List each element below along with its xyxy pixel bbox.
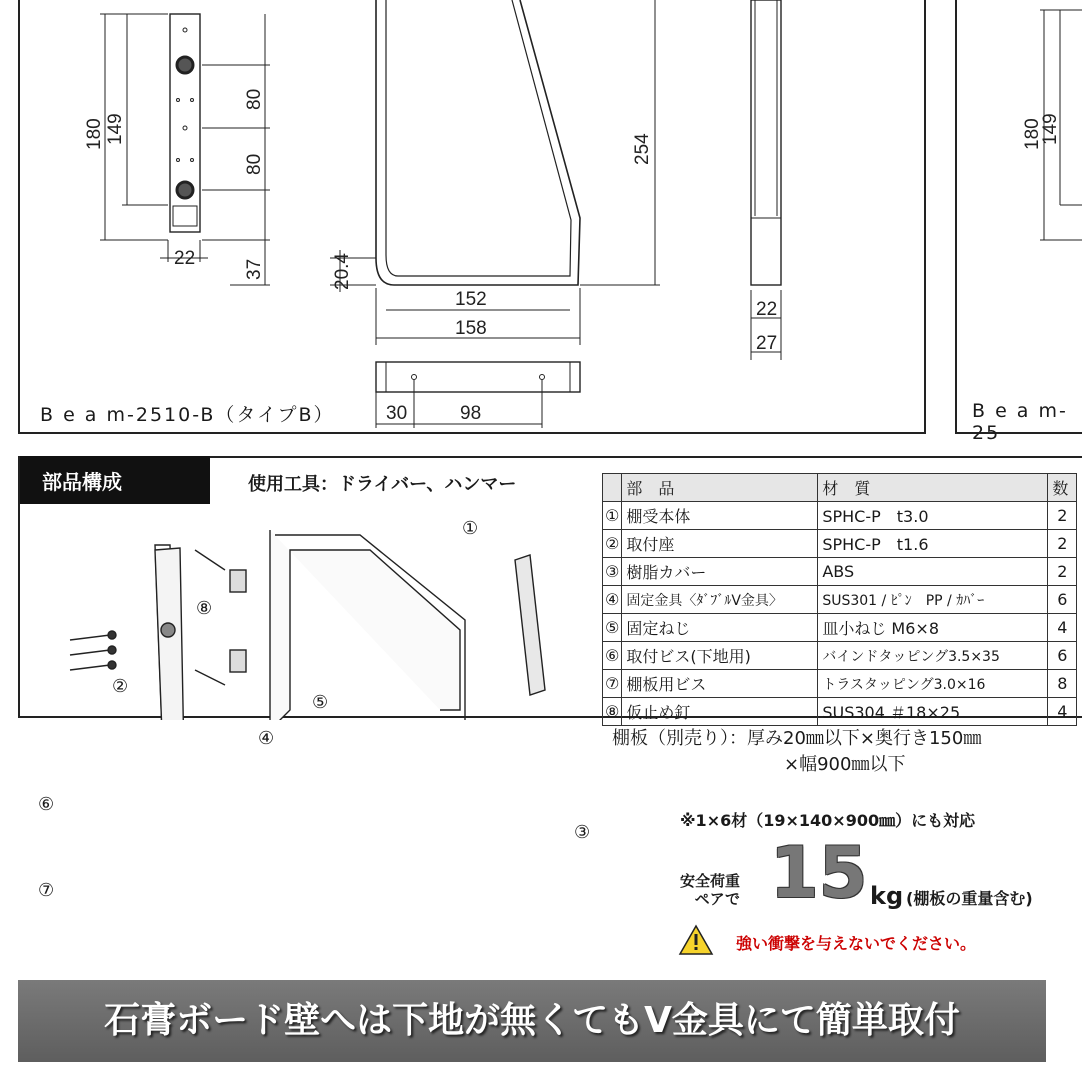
row-qty: 2 [1048, 530, 1077, 558]
table-row [603, 698, 1077, 726]
dim-180: 180 [84, 118, 105, 150]
parts-table [602, 473, 1077, 726]
row-name: 取付ビス(下地用) [622, 642, 818, 670]
header-qty: 数 [1048, 474, 1077, 502]
row-name: 仮止め釘 [622, 698, 818, 726]
warning-triangle-icon [678, 924, 714, 956]
row-name: 固定ねじ [622, 614, 818, 642]
row-material: バインドタッピング3.5×35 [818, 642, 1048, 670]
row-qty: 4 [1048, 698, 1077, 726]
row-no: ① [603, 502, 622, 530]
dim-22-side: 22 [756, 299, 778, 320]
row-material: SUS304 ＃18×25 [818, 698, 1048, 726]
dim-80b: 80 [244, 153, 265, 175]
table-row [603, 614, 1077, 642]
dim-37: 37 [244, 258, 265, 280]
row-material: SUS301 / ﾋﾟﾝ PP / ｶﾊﾞｰ [818, 586, 1048, 614]
header-part: 部 品 [622, 474, 818, 502]
dim-158: 158 [455, 318, 487, 339]
dim-80a: 80 [244, 88, 265, 110]
load-label [680, 872, 740, 908]
row-name: 取付座 [622, 530, 818, 558]
table-row [603, 558, 1077, 586]
model-label-left: B e a m-2510-B（タイプB） [40, 404, 335, 426]
row-no: ⑤ [603, 614, 622, 642]
row-material: トラスタッピング3.0×16 [818, 670, 1048, 698]
row-no: ② [603, 530, 622, 558]
row-no: ⑧ [603, 698, 622, 726]
row-qty: 8 [1048, 670, 1077, 698]
shelf-spec-line2: ×幅900㎜以下 [784, 754, 906, 775]
row-no: ⑥ [603, 642, 622, 670]
model-label-right: B e a m-25 [972, 400, 1068, 444]
row-material: SPHC-P t3.0 [818, 502, 1048, 530]
dim-152: 152 [455, 289, 487, 310]
dim-22: 22 [174, 248, 196, 269]
row-name: 樹脂カバー [622, 558, 818, 586]
row-qty: 2 [1048, 502, 1077, 530]
table-row [603, 670, 1077, 698]
shelf-spec-line1: 棚板（別売り）：厚み20㎜以下×奥行き150㎜ [612, 728, 982, 749]
row-name: 棚板用ビス [622, 670, 818, 698]
table-row [603, 530, 1077, 558]
row-material: 皿小ねじ M6×8 [818, 614, 1048, 642]
header-no [603, 474, 622, 502]
row-name: 棚受本体 [622, 502, 818, 530]
load-note: (棚板の重量含む) [906, 889, 1033, 908]
load-label-line2: ペアで [694, 890, 741, 908]
promo-banner: 石膏ボード壁へは下地が無くてもV金具にて簡単取付 [18, 980, 1046, 1062]
dim-27: 27 [756, 333, 778, 354]
dim-98: 98 [460, 403, 482, 424]
warning-text: 強い衝撃を与えないでください。 [736, 934, 977, 953]
row-material: SPHC-P t1.6 [818, 530, 1048, 558]
dim-20-4: 20.4 [332, 253, 353, 290]
row-no: ③ [603, 558, 622, 586]
row-qty: 6 [1048, 586, 1077, 614]
dim-254: 254 [632, 133, 653, 165]
dim-149-right: 149 [1040, 113, 1061, 145]
row-qty: 4 [1048, 614, 1077, 642]
callout-1: ① [462, 518, 479, 539]
callout-6: ⑥ [38, 794, 55, 815]
load-label-line1: 安全荷重 [680, 872, 741, 890]
shelf-compat-note: ※1×6材（19×140×900㎜）にも対応 [680, 811, 976, 830]
technical-drawing [0, 0, 1082, 440]
row-material: ABS [818, 558, 1048, 586]
callout-2: ② [112, 676, 129, 697]
callout-4: ④ [258, 728, 275, 749]
dim-149: 149 [105, 113, 126, 145]
row-no: ④ [603, 586, 622, 614]
row-no: ⑦ [603, 670, 622, 698]
row-name: 固定金具〈ﾀﾞﾌﾞﾙV金具〉 [622, 586, 818, 614]
callout-3: ③ [574, 822, 591, 843]
callout-5: ⑤ [312, 692, 329, 713]
parts-table-header [603, 474, 1077, 502]
table-row [603, 586, 1077, 614]
table-row [603, 642, 1077, 670]
load-unit: kg [870, 882, 904, 910]
tools-label: 使用工具：ドライバー、ハンマー [248, 474, 517, 495]
dim-180-right: 180 [1022, 118, 1043, 150]
row-qty: 6 [1048, 642, 1077, 670]
callout-8: ⑧ [196, 598, 213, 619]
parts-exploded-view [20, 510, 600, 720]
parts-section-title: 部品構成 [20, 456, 210, 504]
callout-7: ⑦ [38, 880, 55, 901]
dim-30: 30 [386, 403, 408, 424]
load-value: 15 [770, 832, 868, 914]
table-row [603, 502, 1077, 530]
row-qty: 2 [1048, 558, 1077, 586]
header-material: 材 質 [818, 474, 1048, 502]
